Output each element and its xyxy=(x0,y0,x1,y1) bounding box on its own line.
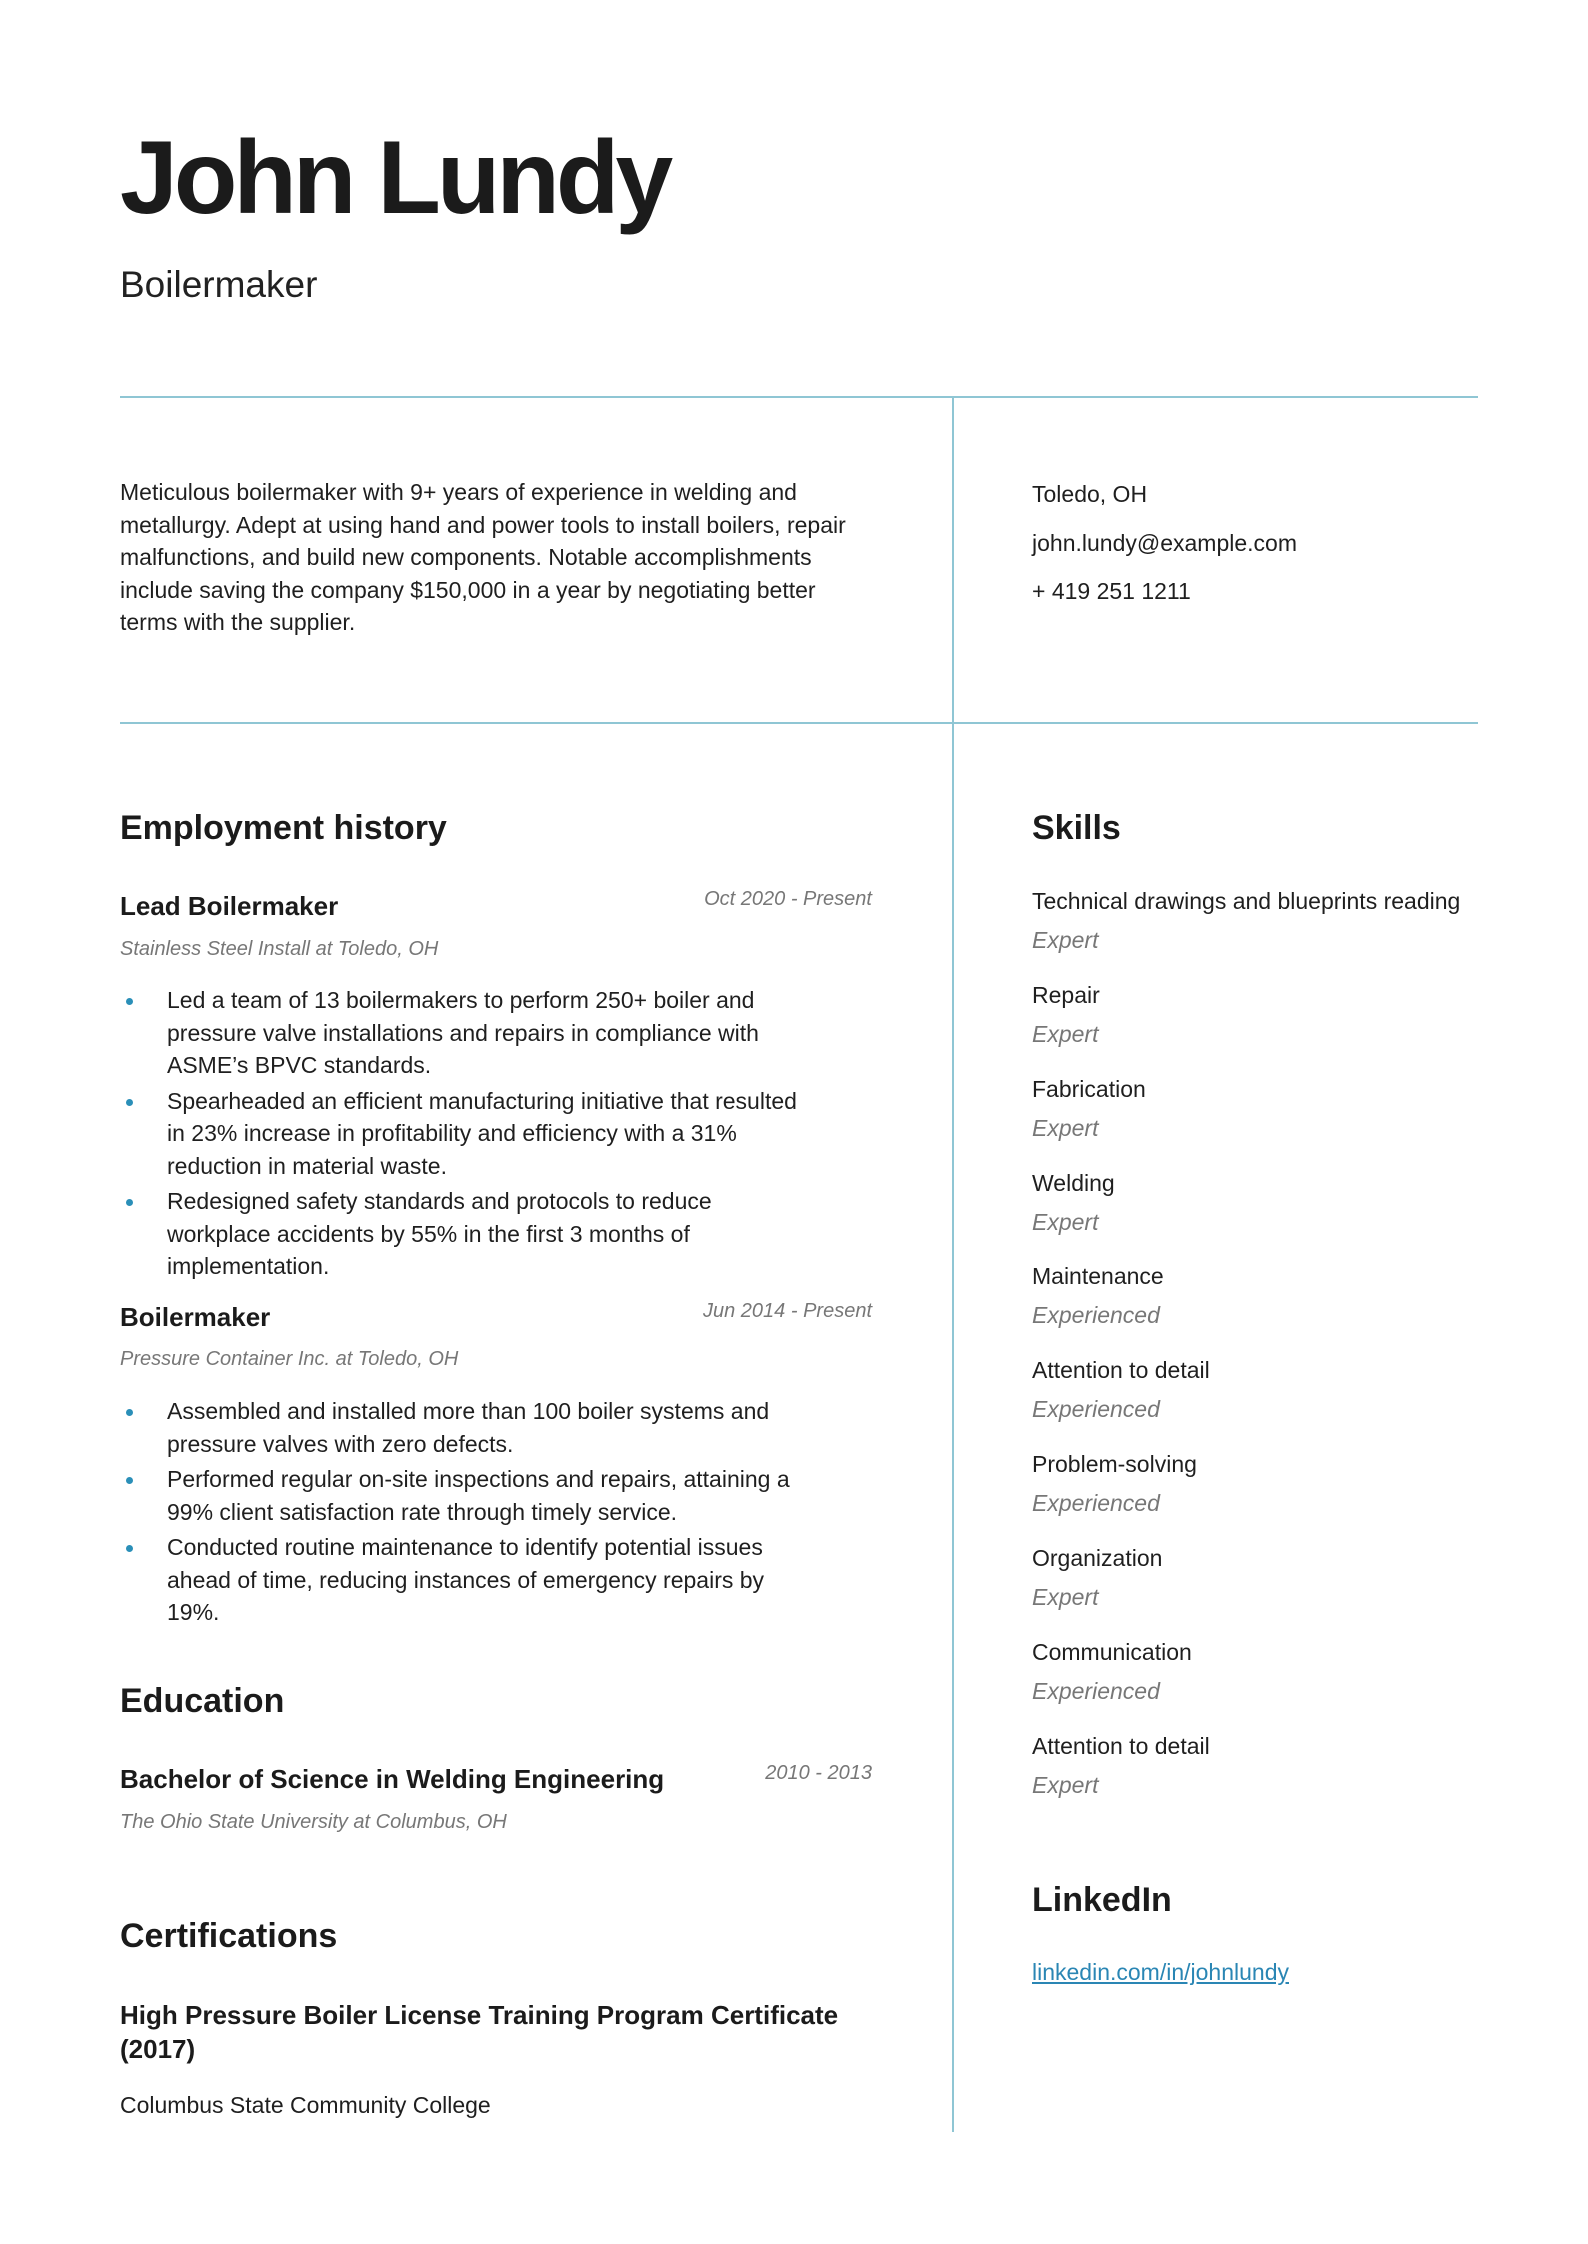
linkedin-heading: LinkedIn xyxy=(1032,1881,1172,1919)
contact-phone[interactable]: + 419 251 1211 xyxy=(1032,578,1191,604)
education-dates: 2010 - 2013 xyxy=(765,1762,872,1784)
linkedin-link[interactable]: linkedin.com/in/johnlundy xyxy=(1032,1959,1289,1985)
candidate-name: John Lundy xyxy=(120,120,670,236)
job-company: Pressure Container Inc. at Toledo, OH xyxy=(120,1348,459,1370)
skill-name: Fabrication xyxy=(1032,1076,1146,1102)
skill-level: Expert xyxy=(1032,1021,1099,1047)
contact-email[interactable]: john.lundy@example.com xyxy=(1032,530,1297,556)
certifications-heading: Certifications xyxy=(120,1917,338,1955)
certification-name: High Pressure Boiler License Training Program Certificate (2017) xyxy=(120,2000,839,2064)
skill-level: Expert xyxy=(1032,927,1099,953)
job-dates: Jun 2014 - Present xyxy=(703,1300,872,1322)
certification-issuer: Columbus State Community College xyxy=(120,2092,491,2118)
skill-level: Experienced xyxy=(1032,1678,1160,1704)
skill-name: Maintenance xyxy=(1032,1263,1164,1289)
profile-summary: Meticulous boilermaker with 9+ years of experience in welding and metallurgy. Adept at using hand and power tools to install boilers, repair malfunctions, and build new components. Notable accomplishments include saving the company $150,000 in a year by negotiating better terms with the supplier. xyxy=(120,479,846,635)
job-bullet xyxy=(120,984,820,1082)
employment-heading: Employment history xyxy=(120,809,447,847)
education-heading: Education xyxy=(120,1682,285,1720)
job-bullet xyxy=(120,1531,820,1629)
bullet-text: Performed regular on-site inspections and repairs, attaining a 99% client satisfaction rate through timely service. xyxy=(167,1466,790,1525)
skill-level: Expert xyxy=(1032,1115,1099,1141)
skills-heading: Skills xyxy=(1032,809,1121,847)
bullet-icon xyxy=(126,1545,133,1552)
bullet-icon xyxy=(126,998,133,1005)
bullet-icon xyxy=(126,1199,133,1206)
skill-level: Expert xyxy=(1032,1584,1099,1610)
contact-location: Toledo, OH xyxy=(1032,481,1148,507)
skill-name: Technical drawings and blueprints reading xyxy=(1032,888,1461,914)
education-degree: Bachelor of Science in Welding Engineering xyxy=(120,1764,665,1794)
bullet-text: Assembled and installed more than 100 boiler systems and pressure valves with zero defects. xyxy=(167,1398,770,1457)
job-title: Lead Boilermaker xyxy=(120,891,339,921)
education-school: The Ohio State University at Columbus, OH xyxy=(120,1811,507,1833)
job-bullet xyxy=(120,1085,820,1183)
job-bullet xyxy=(120,1463,820,1528)
job-title: Boilermaker xyxy=(120,1302,271,1332)
bullet-icon xyxy=(126,1477,133,1484)
bullet-icon xyxy=(126,1099,133,1106)
skill-name: Communication xyxy=(1032,1639,1192,1665)
skill-level: Experienced xyxy=(1032,1302,1160,1328)
skill-level: Experienced xyxy=(1032,1490,1160,1516)
column-divider xyxy=(952,396,954,2132)
candidate-title: Boilermaker xyxy=(120,264,318,305)
bullet-text: Spearheaded an efficient manufacturing initiative that resulted in 23% increase in profitability and efficiency with a 31% reduction in material waste. xyxy=(167,1087,797,1179)
job-dates: Oct 2020 - Present xyxy=(704,888,872,910)
job-bullet xyxy=(120,1395,820,1460)
job-bullets xyxy=(120,1395,820,1632)
top-divider xyxy=(120,396,1478,398)
job-bullet xyxy=(120,1185,820,1283)
skill-level: Expert xyxy=(1032,1772,1099,1798)
bullet-icon xyxy=(126,1409,133,1416)
bullet-text: Led a team of 13 boilermakers to perform 250+ boiler and pressure valve installations and repairs in compliance with ASME’s BPVC standards. xyxy=(167,987,759,1078)
bullet-text: Redesigned safety standards and protocols to reduce workplace accidents by 55% in the first 3 months of implementation. xyxy=(167,1188,712,1279)
middle-divider xyxy=(120,722,1478,724)
bullet-text: Conducted routine maintenance to identify potential issues ahead of time, reducing instances of emergency repairs by 19%. xyxy=(167,1534,765,1625)
skill-level: Experienced xyxy=(1032,1396,1160,1422)
skill-name: Attention to detail xyxy=(1032,1733,1210,1759)
skill-name: Welding xyxy=(1032,1170,1115,1196)
skill-name: Organization xyxy=(1032,1545,1163,1571)
job-company: Stainless Steel Install at Toledo, OH xyxy=(120,938,439,960)
skill-name: Repair xyxy=(1032,982,1100,1008)
skill-name: Problem-solving xyxy=(1032,1451,1197,1477)
skill-name: Attention to detail xyxy=(1032,1357,1210,1383)
skill-level: Expert xyxy=(1032,1209,1099,1235)
job-bullets xyxy=(120,984,820,1286)
